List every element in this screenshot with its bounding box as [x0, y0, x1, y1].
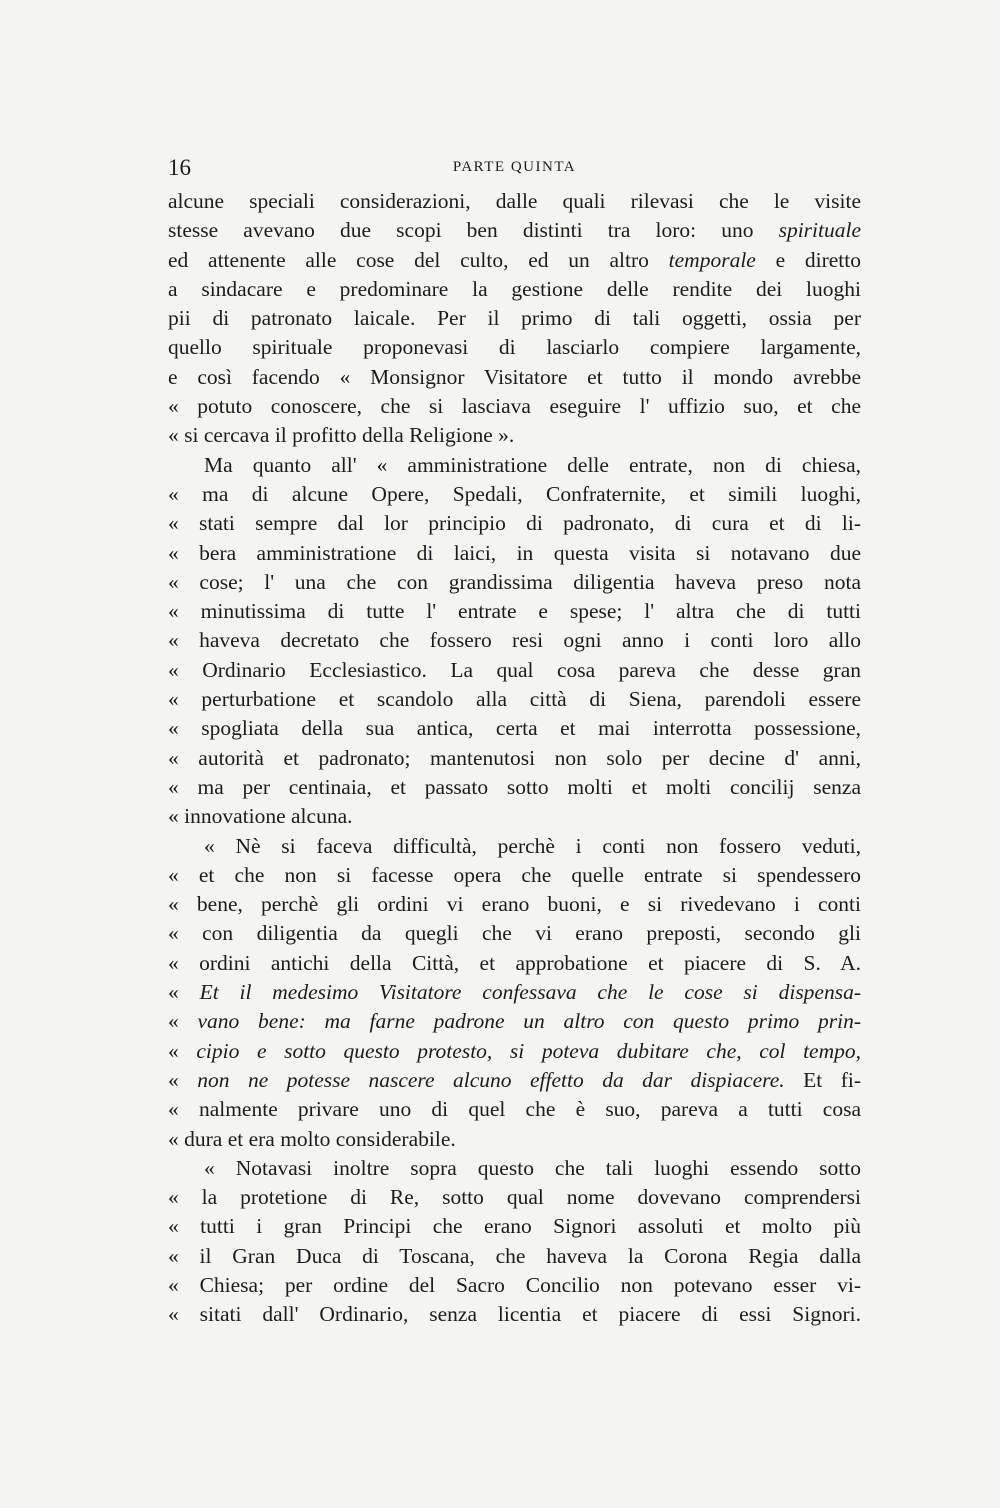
text-line — [168, 304, 861, 333]
line-text: « ordini antichi della Città, et approbatione et piacere di S. A. — [168, 950, 861, 975]
text-line — [168, 275, 861, 304]
text-line — [168, 1037, 861, 1066]
line-text: « spogliata della sua antica, certa et mai interrotta possessione, — [168, 716, 861, 741]
line-text: « Nè si faceva difficultà, perchè i conti non fossero veduti, — [204, 833, 861, 858]
line-text: « stati sempre dal lor principio di padronato, di cura et di li- — [168, 511, 861, 536]
text-line — [168, 480, 861, 509]
text-line — [168, 1212, 861, 1241]
text-line — [168, 1066, 861, 1095]
text-line — [168, 1300, 861, 1329]
line-text: « — [168, 1009, 179, 1034]
running-title: PARTE QUINTA — [452, 159, 577, 175]
line-text: « ma di alcune Opere, Spedali, Confraternite, et simili luoghi, — [168, 481, 861, 506]
line-text: « Notavasi inoltre sopra questo che tali luoghi essendo sotto — [204, 1155, 861, 1180]
text-line — [168, 216, 861, 245]
italic-text: Et il medesimo Visitatore confessava che le cose si dispensa- — [199, 980, 861, 1005]
text-line — [168, 568, 861, 597]
text-line — [168, 949, 861, 978]
line-text: Ma quanto all' « amministratione delle entrate, non di chiesa, — [204, 452, 861, 477]
text-line — [168, 392, 861, 421]
line-text: « — [168, 1038, 179, 1063]
body-text — [168, 187, 861, 1330]
text-line — [168, 919, 861, 948]
line-text: « si cercava il profitto della Religione ». — [168, 423, 515, 448]
line-text: « ma per centinaia, et passato sotto molti et molti concilij senza — [168, 774, 861, 799]
running-head — [168, 155, 861, 185]
text-line — [168, 978, 861, 1007]
line-text-after: Et fi- — [803, 1067, 861, 1092]
text-line — [168, 1242, 861, 1271]
text-line — [168, 539, 861, 568]
line-text: « haveva decretato che fossero resi ogni anno i conti loro allo — [168, 628, 861, 653]
text-line — [168, 656, 861, 685]
italic-text: vano bene: ma farne padrone un altro con questo primo prin- — [197, 1009, 861, 1034]
text-line — [168, 890, 861, 919]
text-line — [168, 685, 861, 714]
line-text: ed attenente alle cose del culto, ed un altro — [168, 247, 649, 272]
page-number: 16 — [168, 155, 191, 180]
line-text: « cose; l' una che con grandissima diligentia haveva preso nota — [168, 569, 861, 594]
line-text: « autorità et padronato; mantenutosi non solo per decine d' anni, — [168, 745, 861, 770]
italic-text: non ne potesse nascere alcuno effetto da dar dispiacere. — [197, 1067, 785, 1092]
line-text: « innovatione alcuna. — [168, 804, 353, 829]
text-line — [168, 421, 861, 450]
line-text: « bene, perchè gli ordini vi erano buoni, e si rivedevano i conti — [168, 892, 861, 917]
line-text: « Ordinario Ecclesiastico. La qual cosa pareva che desse gran — [168, 657, 861, 682]
line-text: « perturbatione et scandolo alla città di Siena, parendoli essere — [168, 687, 861, 712]
line-text: « sitati dall' Ordinario, senza licentia et piacere di essi Signori. — [168, 1302, 861, 1327]
text-line — [168, 1183, 861, 1212]
italic-text: cipio e sotto questo protesto, si poteva dubitare che, col tempo, — [196, 1038, 861, 1063]
line-text: « et che non si facesse opera che quelle entrate si spendessero — [168, 862, 861, 887]
text-line — [168, 333, 861, 362]
text-line — [168, 451, 861, 480]
line-text: « potuto conoscere, che si lasciava eseguire l' uffizio suo, et che — [168, 394, 861, 419]
italic-text: spirituale — [778, 218, 861, 243]
text-line — [168, 1095, 861, 1124]
line-text: « con diligentia da quegli che vi erano preposti, secondo gli — [168, 921, 861, 946]
line-text: « dura et era molto considerabile. — [168, 1126, 456, 1151]
line-text: a sindacare e predominare la gestione delle rendite dei luoghi — [168, 276, 861, 301]
line-text: « tutti i gran Principi che erano Signori assoluti et molto più — [168, 1214, 861, 1239]
text-line — [168, 1007, 861, 1036]
text-line — [168, 597, 861, 626]
text-line — [168, 363, 861, 392]
line-text-after: e diretto — [775, 247, 861, 272]
line-text: « minutissima di tutte l' entrate e spese; l' altra che di tutti — [168, 599, 861, 624]
text-line — [168, 832, 861, 861]
line-text: pii di patronato laicale. Per il primo di tali oggetti, ossia per — [168, 306, 861, 331]
line-text: « il Gran Duca di Toscana, che haveva la Corona Regia dalla — [168, 1243, 861, 1268]
line-text: e così facendo « Monsignor Visitatore et tutto il mondo avrebbe — [168, 364, 861, 389]
line-text: « nalmente privare uno di quel che è suo, pareva a tutti cosa — [168, 1097, 861, 1122]
line-text: « la protetione di Re, sotto qual nome dovevano comprendersi — [168, 1185, 861, 1210]
text-line — [168, 744, 861, 773]
text-line — [168, 1125, 861, 1154]
text-line — [168, 1154, 861, 1183]
text-line — [168, 509, 861, 538]
text-line — [168, 1271, 861, 1300]
text-line — [168, 861, 861, 890]
text-line — [168, 246, 861, 275]
line-text: « Chiesa; per ordine del Sacro Concilio non potevano esser vi- — [168, 1272, 861, 1297]
text-line — [168, 802, 861, 831]
text-line — [168, 714, 861, 743]
line-text: stesse avevano due scopi ben distinti tra loro: uno — [168, 218, 754, 243]
line-text: « bera amministratione di laici, in questa visita si notavano due — [168, 540, 861, 565]
text-line — [168, 773, 861, 802]
text-line — [168, 187, 861, 216]
line-text: « — [168, 980, 179, 1005]
line-text: quello spirituale proponevasi di lasciarlo compiere largamente, — [168, 335, 861, 360]
line-text: alcune speciali considerazioni, dalle quali rilevasi che le visite — [168, 189, 861, 213]
text-line — [168, 626, 861, 655]
line-text: « — [168, 1067, 179, 1092]
italic-text: temporale — [668, 247, 756, 272]
